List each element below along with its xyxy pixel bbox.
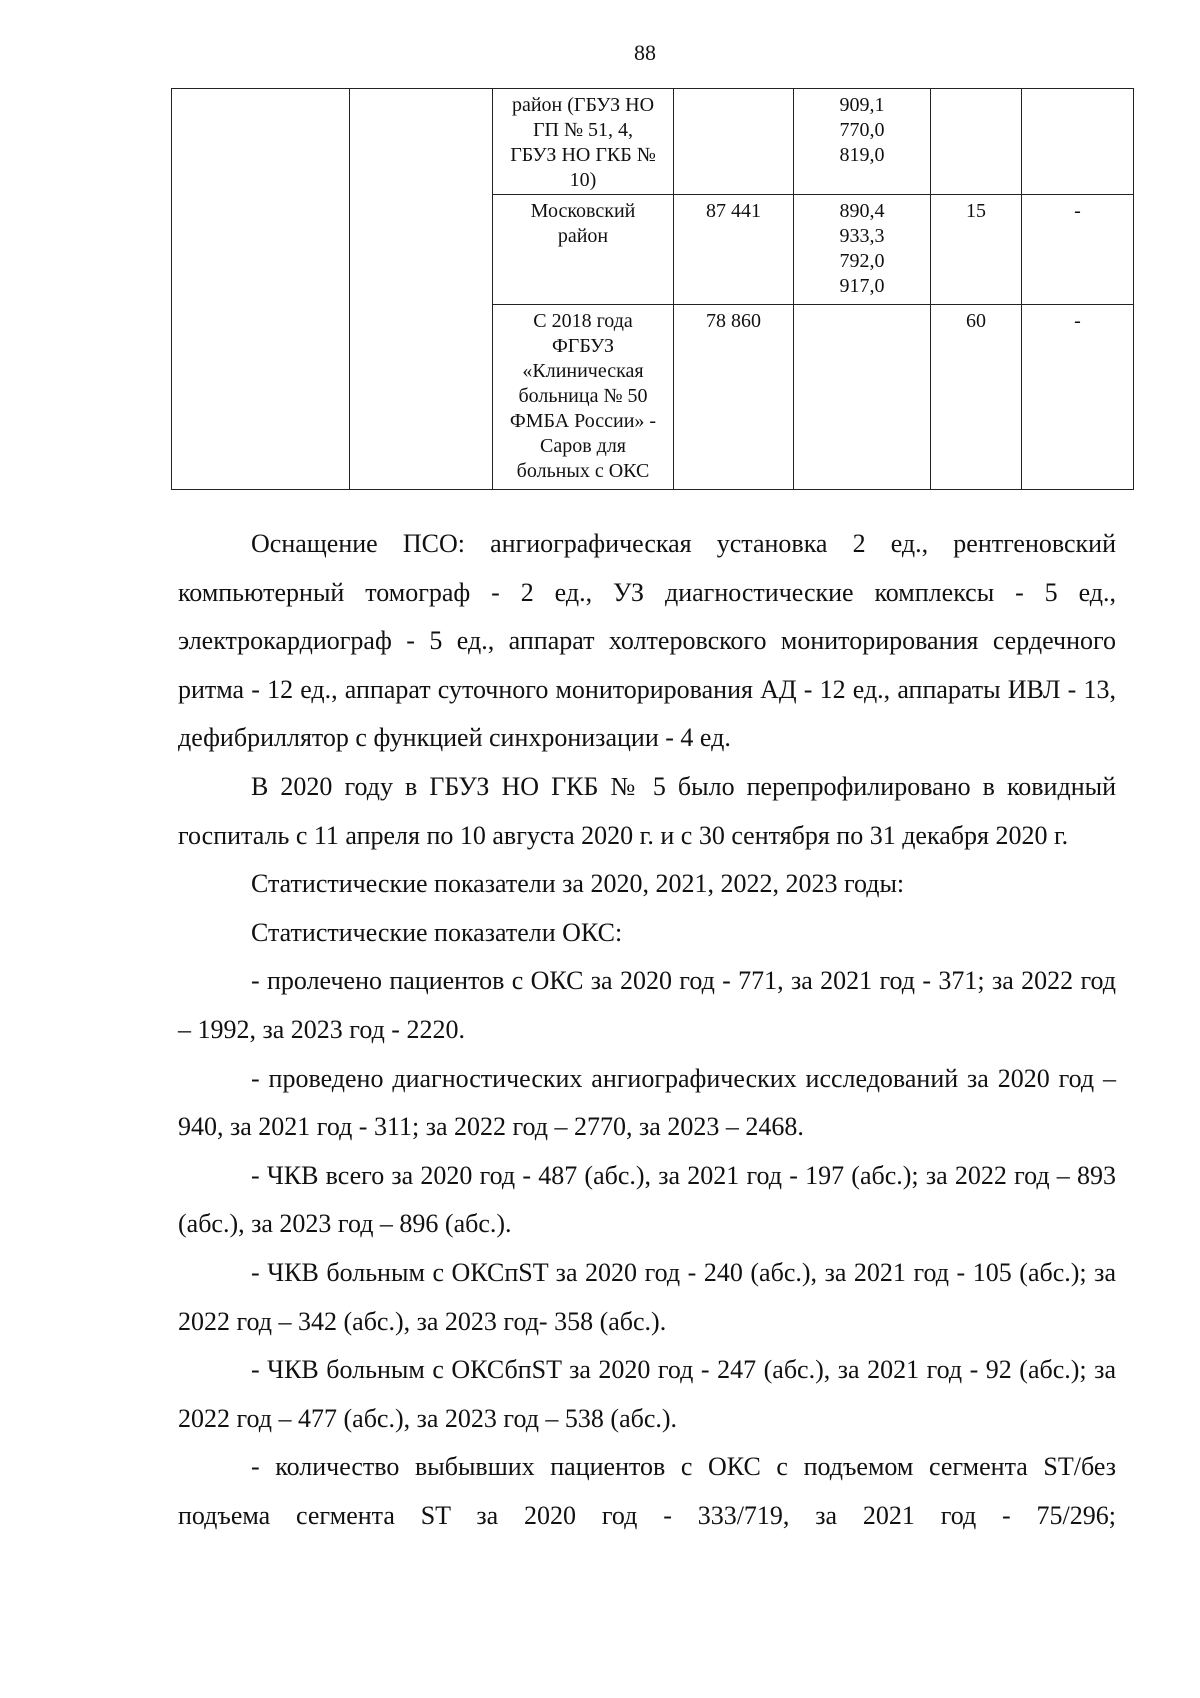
paragraph-pci-total: - ЧКВ всего за 2020 год - 487 (абс.), за 2021 год - 197 (абс.); за 2022 год – 893 (абс.), за 2023 год – 896 (абс.). xyxy=(178,1160,1116,1239)
population-cell: 87 441 xyxy=(674,195,794,305)
paragraph-equipment: Оснащение ПСО: ангиографическая установка 2 ед., рентгеновский компьютерный томограф - 2 ед., УЗ диагностические комплексы - 5 ед., электрокардиограф - 5 ед., аппарат холтеровского мониторирования сердечного ритма - 12 ед., аппарат суточного мониторирования АД - 12 ед., аппараты ИВЛ - 13, дефибриллятор с функцией синхронизации - 4 ед. xyxy=(178,529,1116,753)
last-cell xyxy=(1022,89,1134,195)
paragraph-covid-reprofiling: В 2020 году в ГБУЗ НО ГКБ № 5 было перепрофилировано в ковидный госпиталь с 11 апреля по 10 августа 2020 г. и с 30 сентября по 31 декабря 2020 г. xyxy=(178,771,1116,850)
page-number: 88 xyxy=(634,40,656,65)
count-cell xyxy=(931,89,1022,195)
last-cell: - xyxy=(1022,195,1134,305)
empty-cell xyxy=(350,89,493,490)
district-cell: район (ГБУЗ НО ГП № 51, 4, ГБУЗ НО ГКБ № 10) xyxy=(493,89,674,195)
paragraph-stats-heading: Статистические показатели за 2020, 2021, 2022, 2023 годы: xyxy=(251,869,905,899)
empty-cell xyxy=(172,89,350,490)
continued-table xyxy=(171,88,1134,490)
last-cell: - xyxy=(1022,305,1134,490)
paragraph-discharged: - количество выбывших пациентов с ОКС с подъемом сегмента ST/без подъема сегмента ST за 2020 год - 333/719, за 2021 год - 75/296; xyxy=(178,1452,1116,1530)
count-cell: 15 xyxy=(931,195,1022,305)
population-cell: 78 860 xyxy=(674,305,794,490)
values-cell: 909,1 770,0 819,0 xyxy=(794,89,931,195)
paragraph-pci-nstemi: - ЧКВ больным с ОКСбпST за 2020 год - 247 (абс.), за 2021 год - 92 (абс.); за 2022 год – 477 (абс.), за 2023 год – 538 (абс.). xyxy=(178,1355,1116,1433)
values-cell xyxy=(794,305,931,490)
paragraph-pci-stemi: - ЧКВ больным с ОКСпST за 2020 год - 240 (абс.), за 2021 год - 105 (абс.); за 2022 год – 342 (абс.), за 2023 год- 358 (абс.). xyxy=(178,1257,1116,1336)
values-cell: 890,4 933,3 792,0 917,0 xyxy=(794,195,931,305)
population-cell xyxy=(674,89,794,195)
paragraph-acs-heading: Статистические показатели ОКС: xyxy=(251,917,623,947)
paragraph-treated-patients: - пролечено пациентов с ОКС за 2020 год - 771, за 2021 год - 371; за 2022 год – 1992, за 2023 год - 2220. xyxy=(178,966,1116,1044)
district-cell: Московский район xyxy=(493,195,674,305)
body-text xyxy=(178,520,1116,1540)
count-cell: 60 xyxy=(931,305,1022,490)
paragraph-angiography: - проведено диагностических ангиографических исследований за 2020 год – 940, за 2021 год - 311; за 2022 год – 2770, за 2023 – 2468. xyxy=(178,1063,1116,1142)
district-cell: С 2018 года ФГБУЗ «Клиническая больница № 50 ФМБА России» - Саров для больных с ОКС xyxy=(493,305,674,490)
table-row xyxy=(172,89,1134,195)
